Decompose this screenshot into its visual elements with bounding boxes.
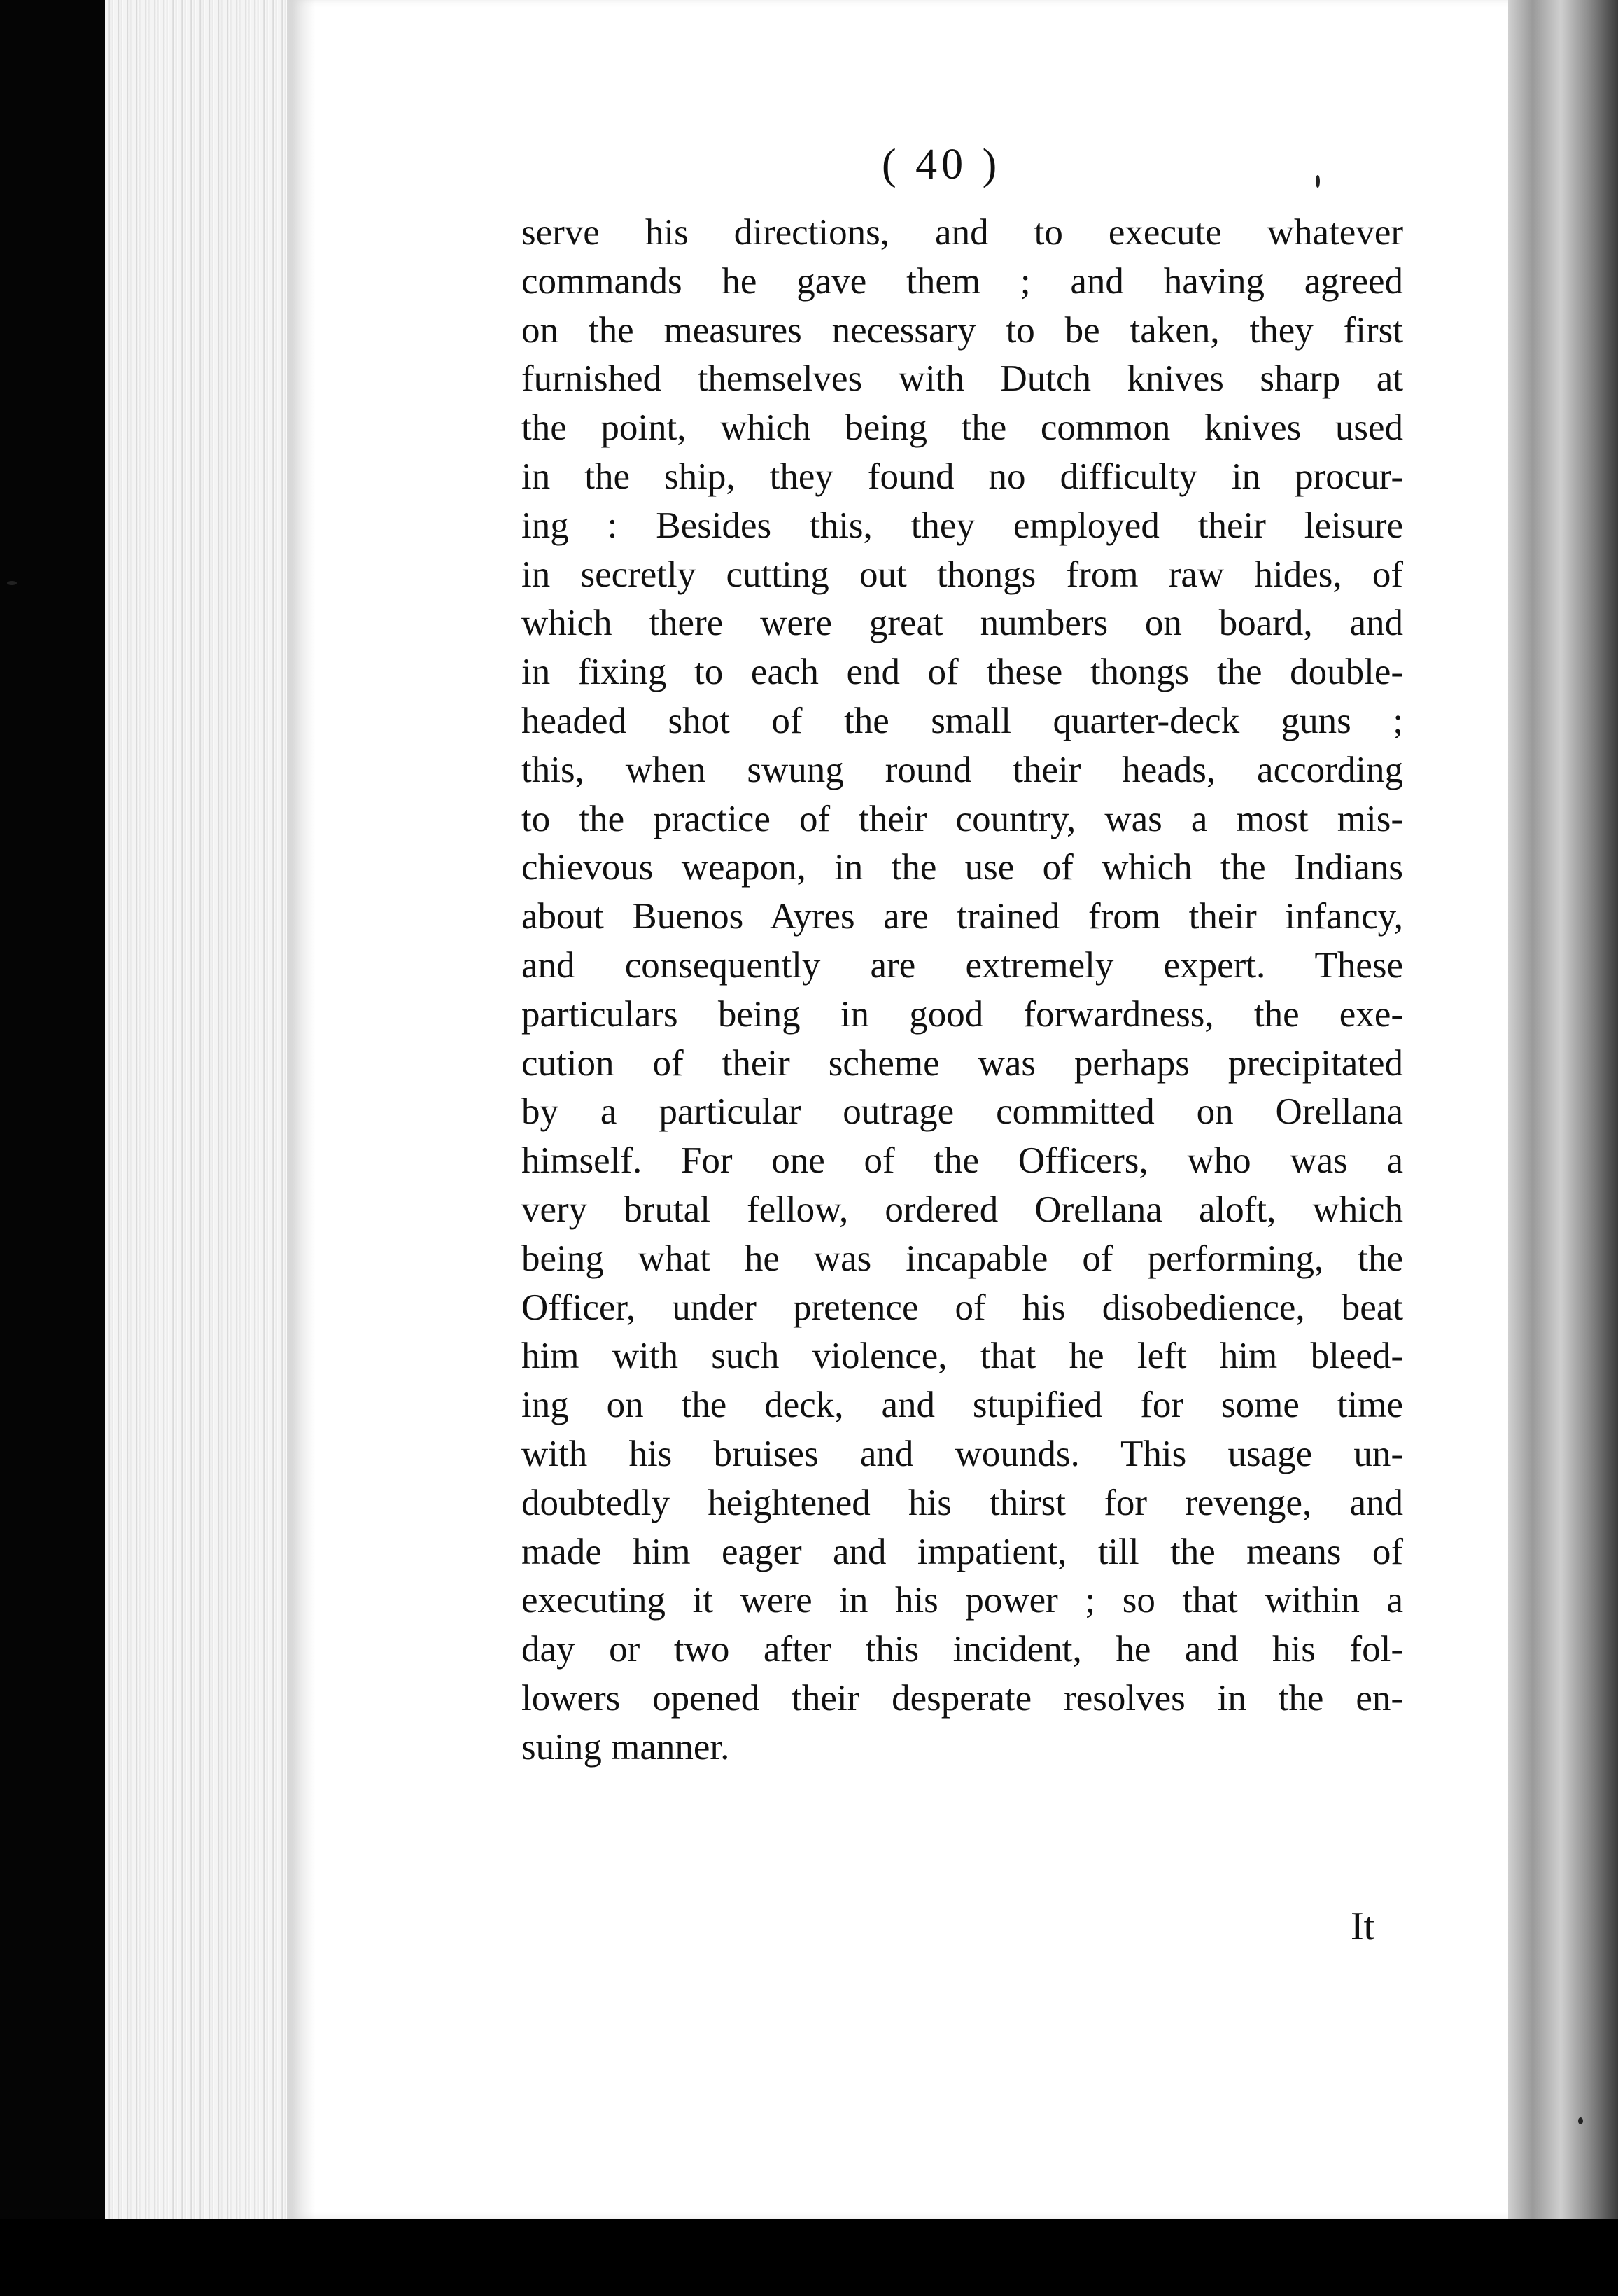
text-line: very brutal fellow, ordered Orellana aloft, which [521, 1189, 1403, 1230]
scan-speck [7, 581, 17, 585]
text-line: headed shot of the small quarter-deck guns ; [521, 700, 1403, 741]
text-line: particulars being in good forwardness, the exe- [521, 993, 1403, 1035]
text-line: him with such violence, that he left him bleed- [521, 1336, 1403, 1377]
scan-speck [1316, 175, 1320, 188]
text-line: about Buenos Ayres are trained from their infancy, [521, 896, 1403, 937]
text-line: himself. For one of the Officers, who was a [521, 1140, 1403, 1182]
text-line: in fixing to each end of these thongs the double- [521, 652, 1403, 693]
text-line: on the measures necessary to be taken, they first [521, 309, 1403, 351]
catchword: It [1351, 1905, 1375, 1948]
text-line: which there were great numbers on board, and [521, 603, 1403, 644]
text-line: furnished themselves with Dutch knives sharp at [521, 358, 1403, 400]
page-gutter [287, 0, 315, 2219]
text-line: in the ship, they found no difficulty in procur- [521, 456, 1403, 497]
text-line: suing manner. [521, 1726, 730, 1768]
text-line: Officer, under pretence of his disobedience, beat [521, 1287, 1403, 1328]
text-line: commands he gave them ; and having agreed [521, 260, 1403, 302]
text-line: being what he was incapable of performing, the [521, 1238, 1403, 1279]
text-line: ing : Besides this, they employed their leisure [521, 505, 1403, 546]
text-line: ing on the deck, and stupified for some time [521, 1385, 1403, 1426]
text-line: serve his directions, and to execute whatever [521, 212, 1403, 253]
scan-border [0, 2219, 1618, 2296]
text-line: chievous weapon, in the use of which the Indians [521, 847, 1403, 888]
text-line: in secretly cutting out thongs from raw hides, of [521, 554, 1403, 595]
text-line: this, when swung round their heads, according [521, 749, 1403, 790]
text-line: made him eager and impatient, till the means of [521, 1531, 1403, 1572]
text-line: by a particular outrage committed on Orellana [521, 1091, 1403, 1133]
text-line: and consequently are extremely expert. These [521, 944, 1403, 986]
text-line: executing it were in his power ; so that within a [521, 1580, 1403, 1621]
text-line: the point, which being the common knives used [521, 407, 1403, 449]
text-line: lowers opened their desperate resolves in the en- [521, 1677, 1403, 1718]
body-text [521, 209, 1403, 1772]
text-line: to the practice of their country, was a most mis- [521, 798, 1403, 839]
page-number: ( 40 ) [882, 141, 1001, 188]
text-line: with his bruises and wounds. This usage un- [521, 1433, 1403, 1474]
text-line: doubtedly heightened his thirst for revenge, and [521, 1482, 1403, 1523]
scan-speck [1578, 2118, 1583, 2124]
text-line: cution of their scheme was perhaps precipitated [521, 1042, 1403, 1084]
text-line: day or two after this incident, he and his fol- [521, 1629, 1403, 1670]
page-edges [105, 0, 301, 2219]
facing-page-edge [1505, 0, 1618, 2219]
